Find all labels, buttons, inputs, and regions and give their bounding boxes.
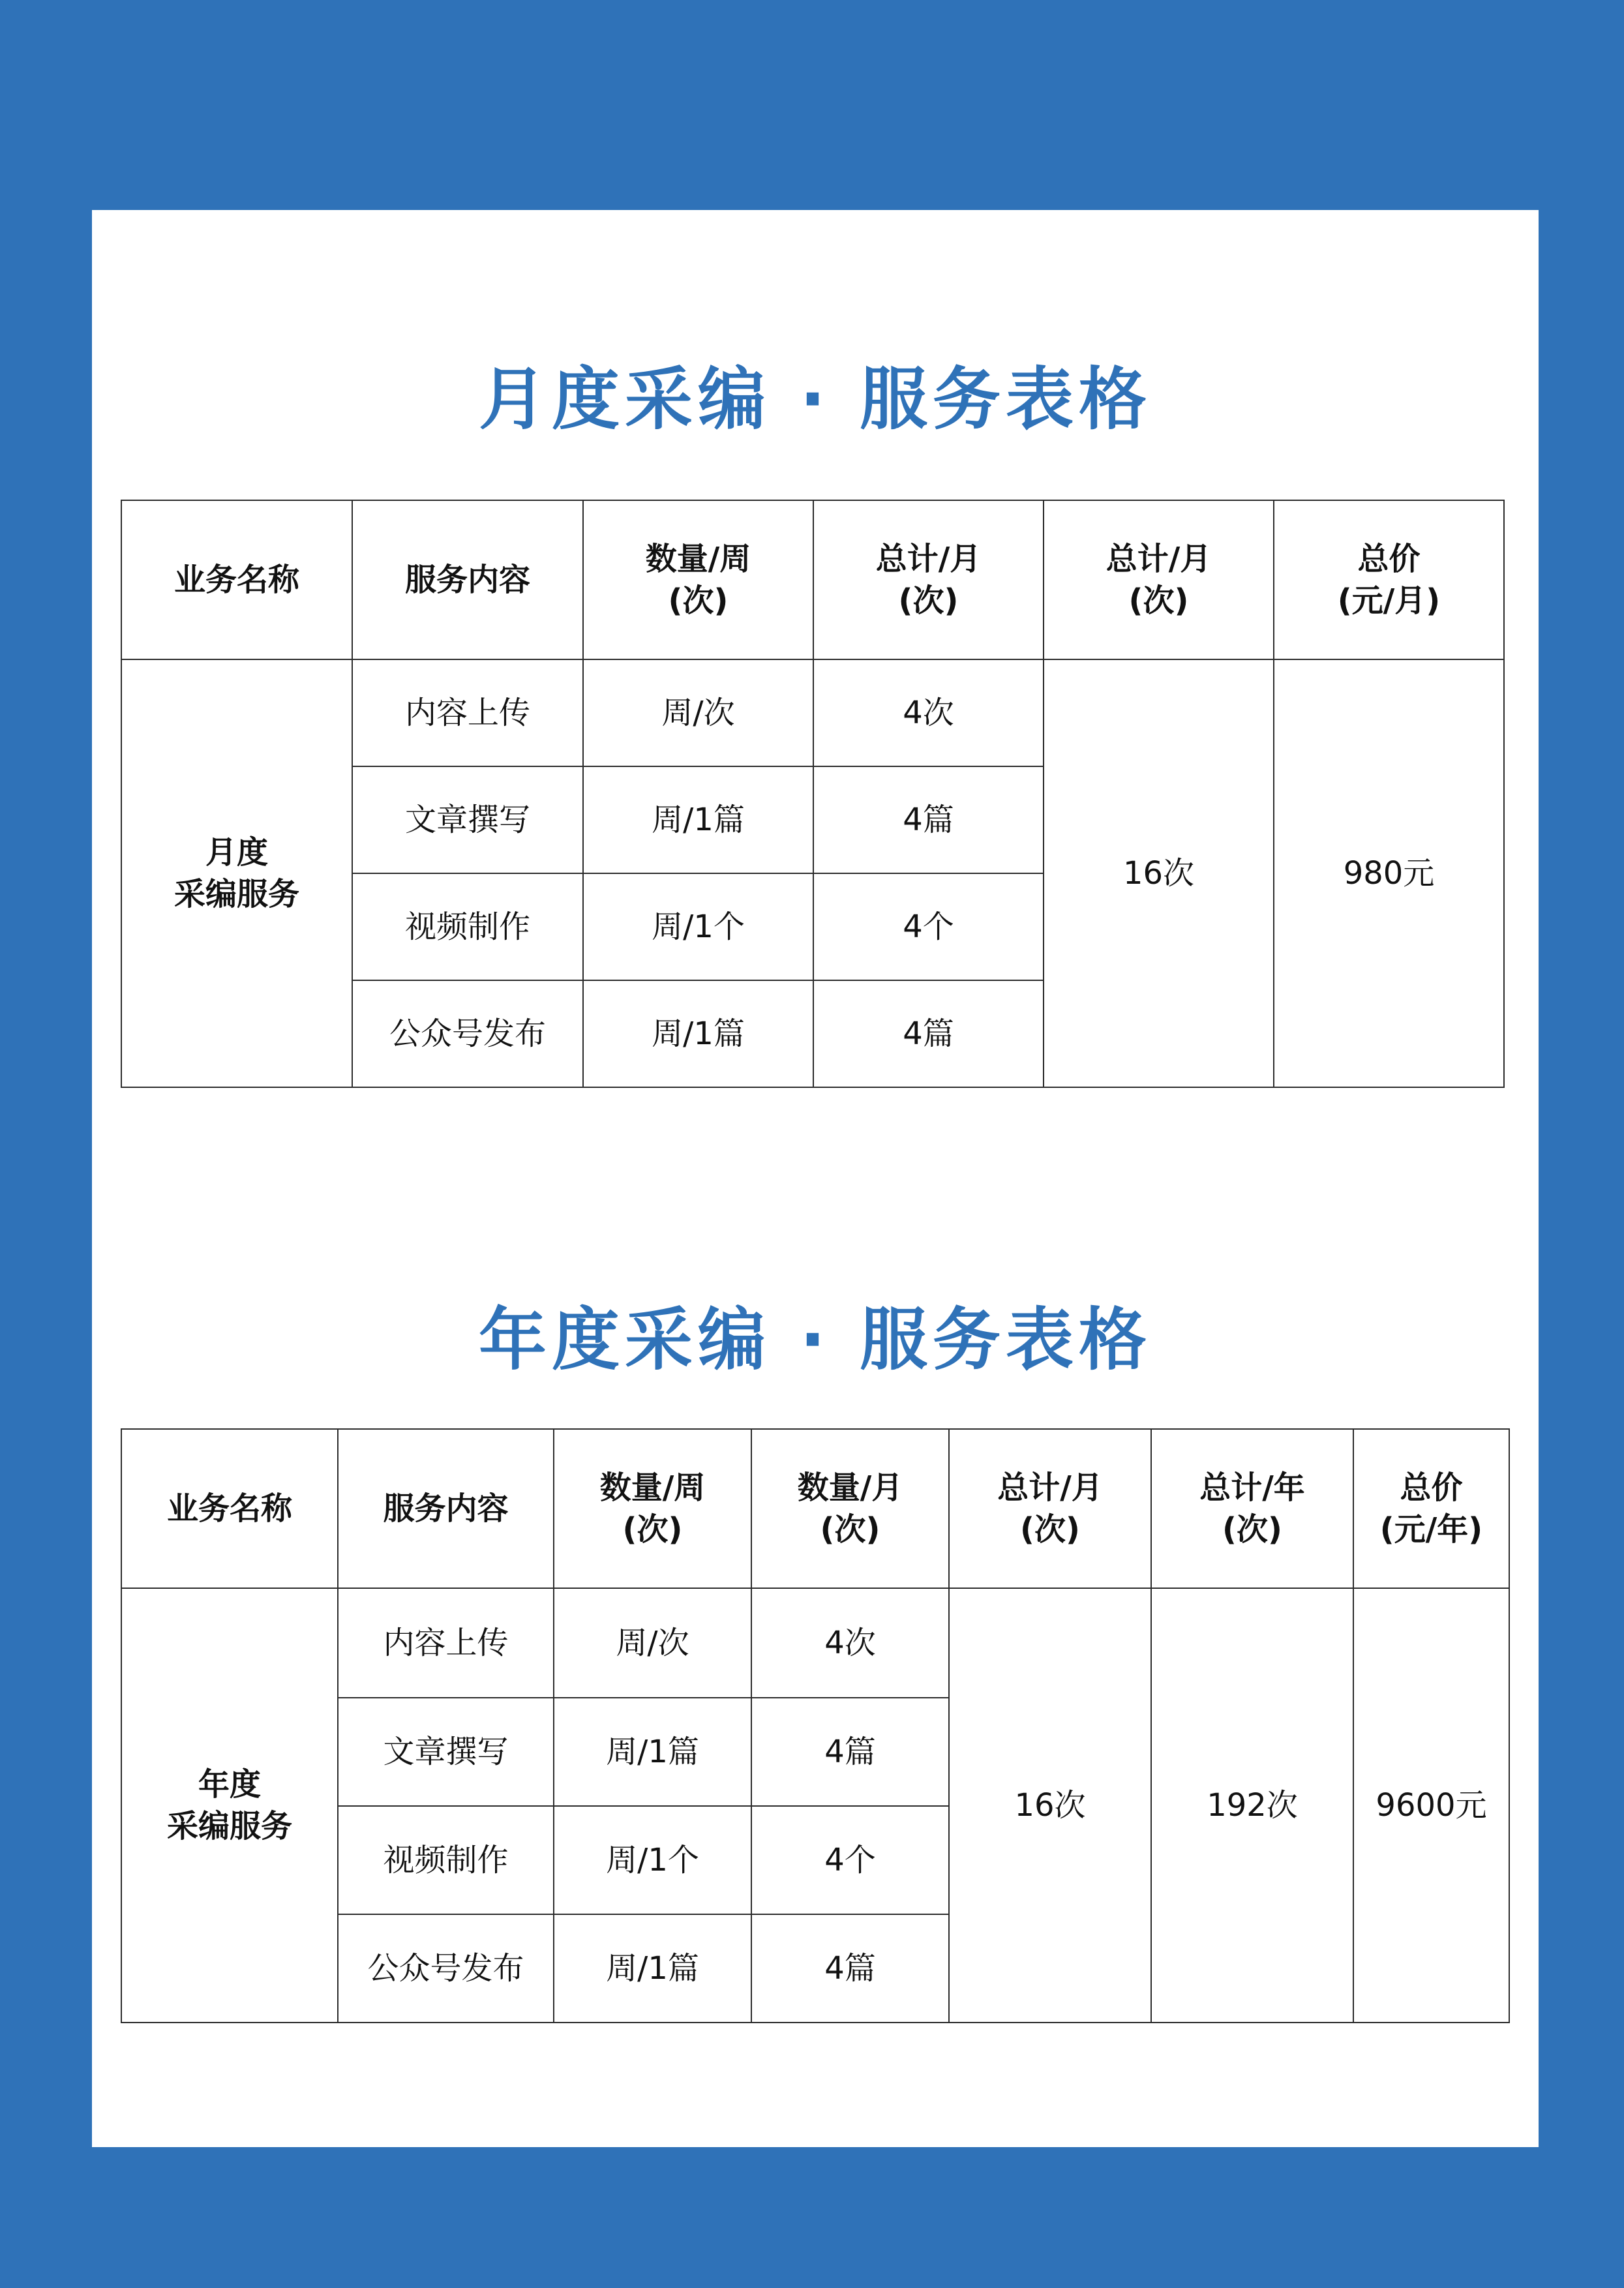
total-year-cell: 192次 <box>1151 1588 1353 2023</box>
monthly-title: 月度采编 · 服务表格 <box>479 359 1152 439</box>
per-week-cell: 周/1个 <box>583 873 813 980</box>
per-week-cell: 周/1篇 <box>554 1914 751 2023</box>
yearly-table <box>121 1428 1510 2023</box>
per-month-cell: 4次 <box>813 659 1044 766</box>
header-cell: 业务名称 <box>121 1429 338 1588</box>
total-price-cell: 9600元 <box>1353 1588 1509 2023</box>
per-month-cell: 4篇 <box>813 766 1044 873</box>
yearly-title: 年度采编 · 服务表格 <box>479 1300 1152 1379</box>
content-cell: 公众号发布 <box>338 1914 554 2023</box>
total-price-cell: 980元 <box>1274 659 1504 1087</box>
content-cell: 文章撰写 <box>352 766 583 873</box>
table-row <box>121 659 1504 766</box>
per-month-cell: 4篇 <box>813 980 1044 1087</box>
monthly-header-row <box>121 500 1504 659</box>
per-week-cell: 周/1个 <box>554 1806 751 1914</box>
header-cell: 服务内容 <box>338 1429 554 1588</box>
content-cell: 内容上传 <box>352 659 583 766</box>
per-month-cell: 4篇 <box>751 1698 949 1806</box>
header-cell: 数量/周 (次) <box>583 500 813 659</box>
yearly-header-row <box>121 1429 1509 1588</box>
per-week-cell: 周/1篇 <box>554 1698 751 1806</box>
per-week-cell: 周/1篇 <box>583 766 813 873</box>
header-cell: 总计/月 (次) <box>949 1429 1151 1588</box>
business-name-cell: 年度 采编服务 <box>121 1588 338 2023</box>
content-cell: 内容上传 <box>338 1588 554 1698</box>
header-cell: 服务内容 <box>352 500 583 659</box>
business-name-cell: 月度 采编服务 <box>121 659 352 1087</box>
content-cell: 视频制作 <box>352 873 583 980</box>
per-week-cell: 周/1篇 <box>583 980 813 1087</box>
header-cell: 总计/月 (次) <box>813 500 1044 659</box>
per-week-cell: 周/次 <box>554 1588 751 1698</box>
header-cell: 总价 (元/年) <box>1353 1429 1509 1588</box>
monthly-table <box>121 500 1505 1088</box>
per-month-cell: 4次 <box>751 1588 949 1698</box>
per-month-cell: 4个 <box>813 873 1044 980</box>
content-cell: 文章撰写 <box>338 1698 554 1806</box>
header-cell: 总计/年 (次) <box>1151 1429 1353 1588</box>
header-cell: 数量/周 (次) <box>554 1429 751 1588</box>
document-card <box>92 210 1539 2147</box>
table-row <box>121 1588 1509 1698</box>
per-week-cell: 周/次 <box>583 659 813 766</box>
header-cell: 总计/月 (次) <box>1044 500 1274 659</box>
per-month-cell: 4篇 <box>751 1914 949 2023</box>
content-cell: 视频制作 <box>338 1806 554 1914</box>
content-cell: 公众号发布 <box>352 980 583 1087</box>
header-cell: 业务名称 <box>121 500 352 659</box>
header-cell: 总价 (元/月) <box>1274 500 1504 659</box>
header-cell: 数量/月 (次) <box>751 1429 949 1588</box>
total-month-cell: 16次 <box>1044 659 1274 1087</box>
total-month-cell: 16次 <box>949 1588 1151 2023</box>
per-month-cell: 4个 <box>751 1806 949 1914</box>
